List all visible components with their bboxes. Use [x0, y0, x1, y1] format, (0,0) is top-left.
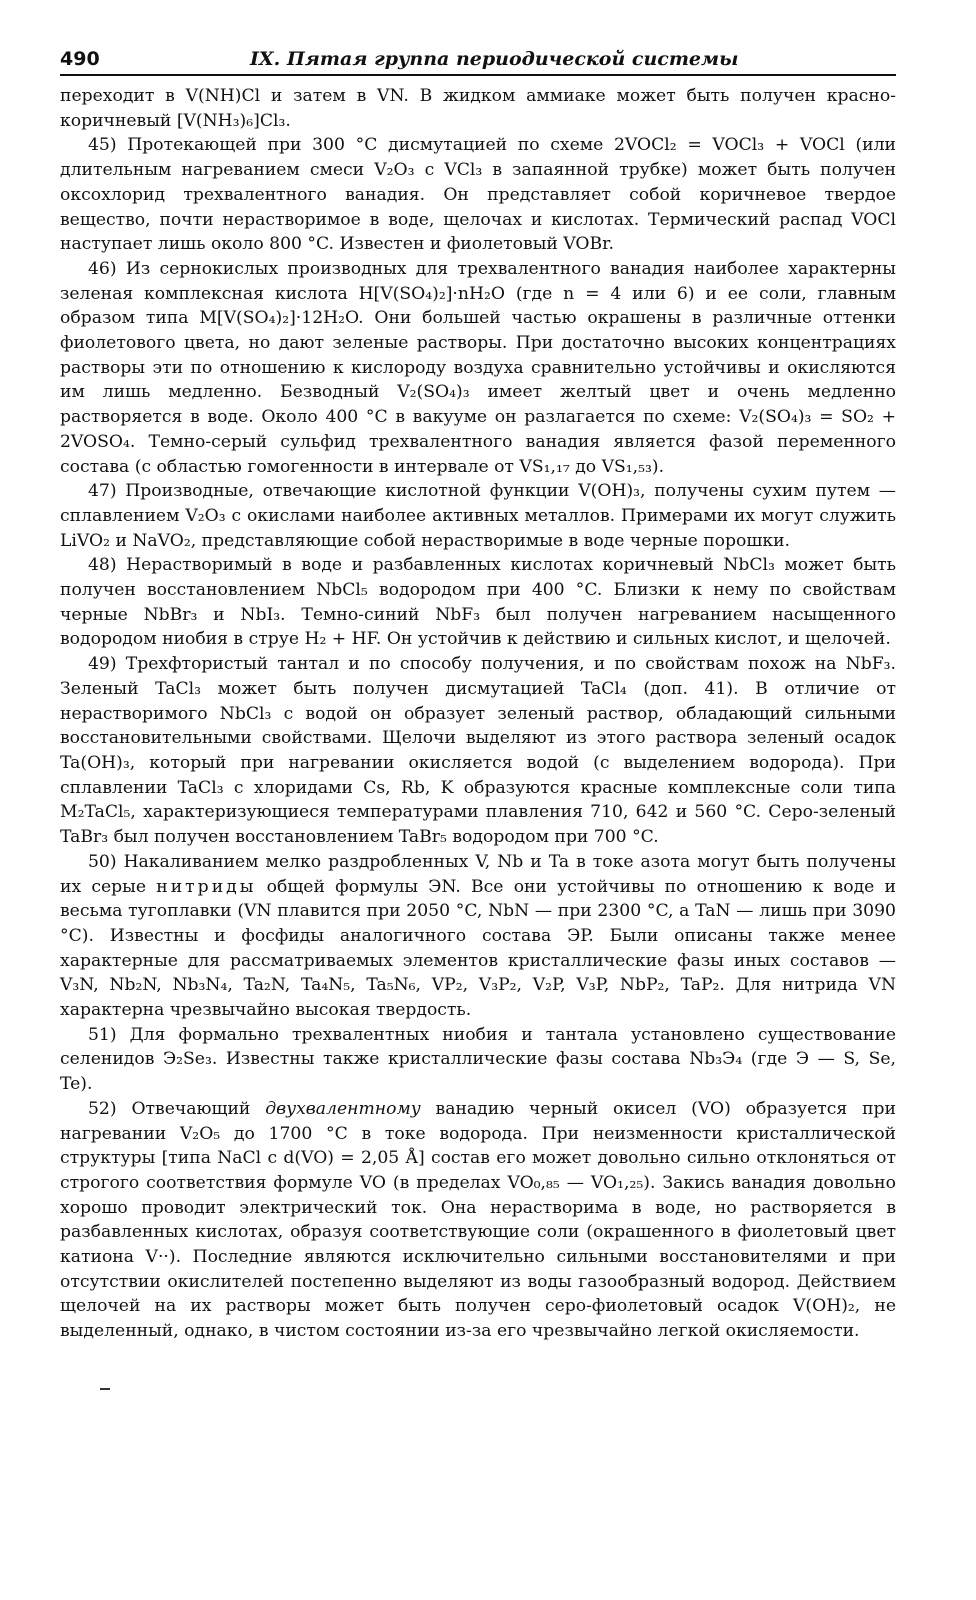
- paragraph-50-start: 50) Накаливанием мелко раздробленных V, Nb и Ta в токе азота могут быть получены их серые: [60, 851, 896, 897]
- paragraph-52: [60, 1097, 896, 1344]
- paragraph-50-end: общей формулы ЭN. Все они устойчивы по отношению к воде и весьма тугоплавки (VN плавится при 2050 °C, NbN — при 2300 °C, а TaN — лишь при 3090 °C). Известны и фосфиды аналогичного состава ЭP. Были описаны также менее характерные для рассматриваемых элементов кристаллические фазы иных составов — V₃N, Nb₂N, Nb₃N₄, Ta₂N, Ta₄N₅, Ta₅N₆, VP₂, V₃P₂, V₂P, V₃P, NbP₂, TaP₂. Для нитрида VN характерна чрезвычайно высокая твердость.: [60, 876, 896, 1021]
- text-body: [60, 84, 896, 1390]
- paragraph-52-start: 52) Отвечающий: [88, 1098, 266, 1119]
- paragraph-continued: переходит в V(NH)Cl и затем в VN. В жидком аммиаке может быть получен красно-коричневый [V(NH₃)₆]Cl₃.: [60, 86, 896, 131]
- italic-term: двухвалентному: [265, 1098, 421, 1119]
- footer-mark: [100, 1388, 110, 1390]
- paragraph-45: 45) Протекающей при 300 °C дисмутацией по схеме 2VOCl₂ = VOCl₃ + VOCl (или длительным нагреванием смеси V₂O₃ с VCl₃ в запаянной трубке) может быть получен оксохлорид трехвалентного ванадия. Он представляет собой коричневое твердое вещество, почти нерастворимое в воде, щелочах и кислотах. Термический распад VOCl наступает лишь около 800 °C. Известен и фиолетовый VOBr.: [60, 135, 896, 255]
- paragraph-48: 48) Нерастворимый в воде и разбавленных кислотах коричневый NbCl₃ может быть получен восстановлением NbCl₅ водородом при 400 °C. Близки к нему по свойствам черные NbBr₃ и NbI₃. Темно-синий NbF₃ был получен нагреванием насыщенного водородом ниобия в струе H₂ + HF. Он устойчив к действию и сильных кислот, и щелочей.: [60, 555, 896, 650]
- paragraph-46: 46) Из сернокислых производных для трехвалентного ванадия наиболее характерны зеленая комплексная кислота H[V(SO₄)₂]·nH₂O (где n = 4 или 6) и ее соли, главным образом типа M[V(SO₄)₂]·12H₂O. Они большей частью окрашены в различные оттенки фиолетового цвета, но дают зеленые растворы. При достаточно высоких концентрациях растворы эти по отношению к кислороду воздуха сравнительно устойчивы и окисляются им лишь медленно. Безводный V₂(SO₄)₃ имеет желтый цвет и очень медленно растворяется в воде. Около 400 °C в вакууме он разлагается по схеме: V₂(SO₄)₃ = SO₂ + 2VOSO₄. Темно-серый сульфид трехвалентного ванадия является фазой переменного состава (с областью гомогенности в интервале от VS₁,₁₇ до VS₁,₅₃).: [60, 258, 896, 477]
- paragraph-51: 51) Для формально трехвалентных ниобия и тантала установлено существование селенидов Э₂Se₃. Известны также кристаллические фазы состава Nb₃Э₄ (где Э — S, Se, Te).: [60, 1024, 896, 1095]
- page-header: [60, 40, 896, 76]
- book-page: [60, 40, 896, 1560]
- paragraph-47: 47) Производные, отвечающие кислотной функции V(OH)₃, получены сухим путем — сплавлением V₂O₃ с окислами наиболее активных металлов. Примерами их могут служить LiVO₂ и NaVO₂, представляющие собой нерастворимые в воде черные порошки.: [60, 481, 896, 551]
- paragraph-49: 49) Трехфтористый тантал и по способу получения, и по свойствам похож на NbF₃. Зеленый TaCl₃ может быть получен дисмутацией TaCl₄ (доп. 41). В отличие от нерастворимого NbCl₃ с водой он образует зеленый раствор, обладающий сильными восстановительными свойствами. Щелочи выделяют из этого раствора зеленый осадок Ta(OH)₃, который при нагревании окисляется водой (с выделением водорода). При сплавлении TaCl₃ с хлоридами Cs, Rb, K образуются красные комплексные соли типа M₂TaCl₅, характеризующиеся температурами плавления 710, 642 и 560 °C. Серо-зеленый TaBr₃ был получен восстановлением TaBr₅ водородом при 700 °C.: [60, 654, 896, 848]
- paragraph-50: [60, 850, 896, 1023]
- spaced-term: нитриды: [156, 876, 257, 897]
- paragraph-52-end: ванадию черный окисел (VO) образуется при нагревании V₂O₅ до 1700 °C в токе водорода. При неизменности кристаллической структуры [типа NaCl с d(VO) = 2,05 Å] состав его может довольно сильно отклоняться от строгого соответствия формуле VO (в пределах VO₀,₈₅ — VO₁,₂₅). Закись ванадия довольно хорошо проводит электрический ток. Она нерастворима в воде, но растворяется в разбавленных кислотах, образуя соответствующие соли (окрашенного в фиолетовый цвет катиона V··). Последние являются исключительно сильными восстановителями и при отсутствии окислителей постепенно выделяют из воды газообразный водород. Действием щелочей на их растворы может быть получен серо-фиолетовый осадок V(OH)₂, не выделенный, однако, в чистом состоянии из-за его чрезвычайно легкой окисляемости.: [60, 1098, 897, 1342]
- running-head: IX. Пятая группа периодической системы: [250, 48, 739, 70]
- page-number: 490: [60, 48, 100, 70]
